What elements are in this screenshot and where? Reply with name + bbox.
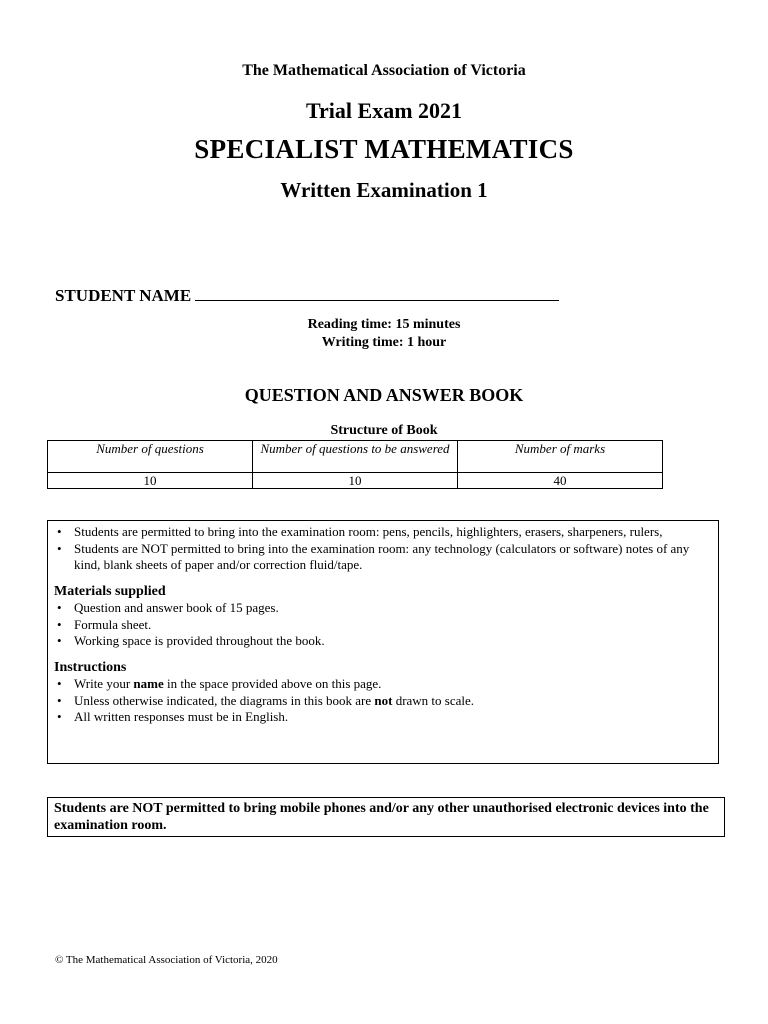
item-text: in the space provided above on this page.: [163, 676, 382, 691]
list-item: • Students are permitted to bring into the examination room: pens, pencils, highlighters, erasers, sharpeners, rulers,: [48, 524, 710, 541]
table-header: Number of questions: [48, 441, 253, 473]
structure-title: Structure of Book: [330, 423, 438, 438]
table-row: [48, 473, 663, 489]
materials-list: [48, 600, 710, 650]
list-item: [48, 693, 710, 710]
book-title: QUESTION AND ANSWER BOOK: [244, 385, 524, 405]
list-item: • Question and answer book of 15 pages.: [48, 600, 710, 617]
table-header: Number of questions to be answered: [253, 441, 458, 473]
item-text: drawn to scale.: [392, 692, 475, 708]
table-cell: 10: [253, 473, 458, 489]
student-name-label: STUDENT NAME: [55, 286, 192, 305]
subject-title: SPECIALIST MATHEMATICS: [194, 134, 574, 164]
list-item: • Working space is provided throughout the book.: [48, 633, 710, 650]
copyright-notice: © The Mathematical Association of Victoria, 2020: [55, 954, 278, 966]
table-cell: 40: [458, 473, 663, 489]
organisation-name: The Mathematical Association of Victoria: [242, 62, 526, 79]
student-name-row: [55, 286, 559, 306]
table-header-row: [48, 441, 663, 473]
list-item: • All written responses must be in English.: [48, 709, 710, 726]
rules-list: [48, 521, 710, 574]
phone-warning-box: Students are NOT permitted to bring mobile phones and/or any other unauthorised electronic devices into the examination room.: [47, 797, 725, 837]
item-text: Unless otherwise indicated, the diagrams in this book are: [74, 692, 375, 708]
item-text: Write your: [74, 676, 134, 691]
list-item: [48, 676, 710, 693]
exam-times: [0, 316, 768, 352]
instructions-list: [48, 676, 710, 726]
table-header: Number of marks: [458, 441, 663, 473]
exam-name: Written Examination 1: [280, 178, 488, 202]
item-bold: name: [133, 676, 164, 691]
instructions-box: [47, 520, 719, 764]
student-name-field[interactable]: [195, 286, 559, 301]
reading-time: Reading time: 15 minutes: [307, 317, 461, 332]
table-cell: 10: [48, 473, 253, 489]
instructions-heading: Instructions: [54, 659, 127, 675]
list-item: • Formula sheet.: [48, 617, 710, 634]
materials-heading: Materials supplied: [54, 583, 166, 599]
item-bold: not: [374, 692, 393, 708]
trial-exam-title: Trial Exam 2021: [305, 98, 463, 123]
writing-time: Writing time: 1 hour: [321, 335, 447, 350]
structure-table: [47, 440, 663, 489]
list-item: • Students are NOT permitted to bring into the examination room: any technology (calculators or software) notes of any kind, blank sheets of paper and/or correction fluid/tape.: [48, 541, 710, 574]
